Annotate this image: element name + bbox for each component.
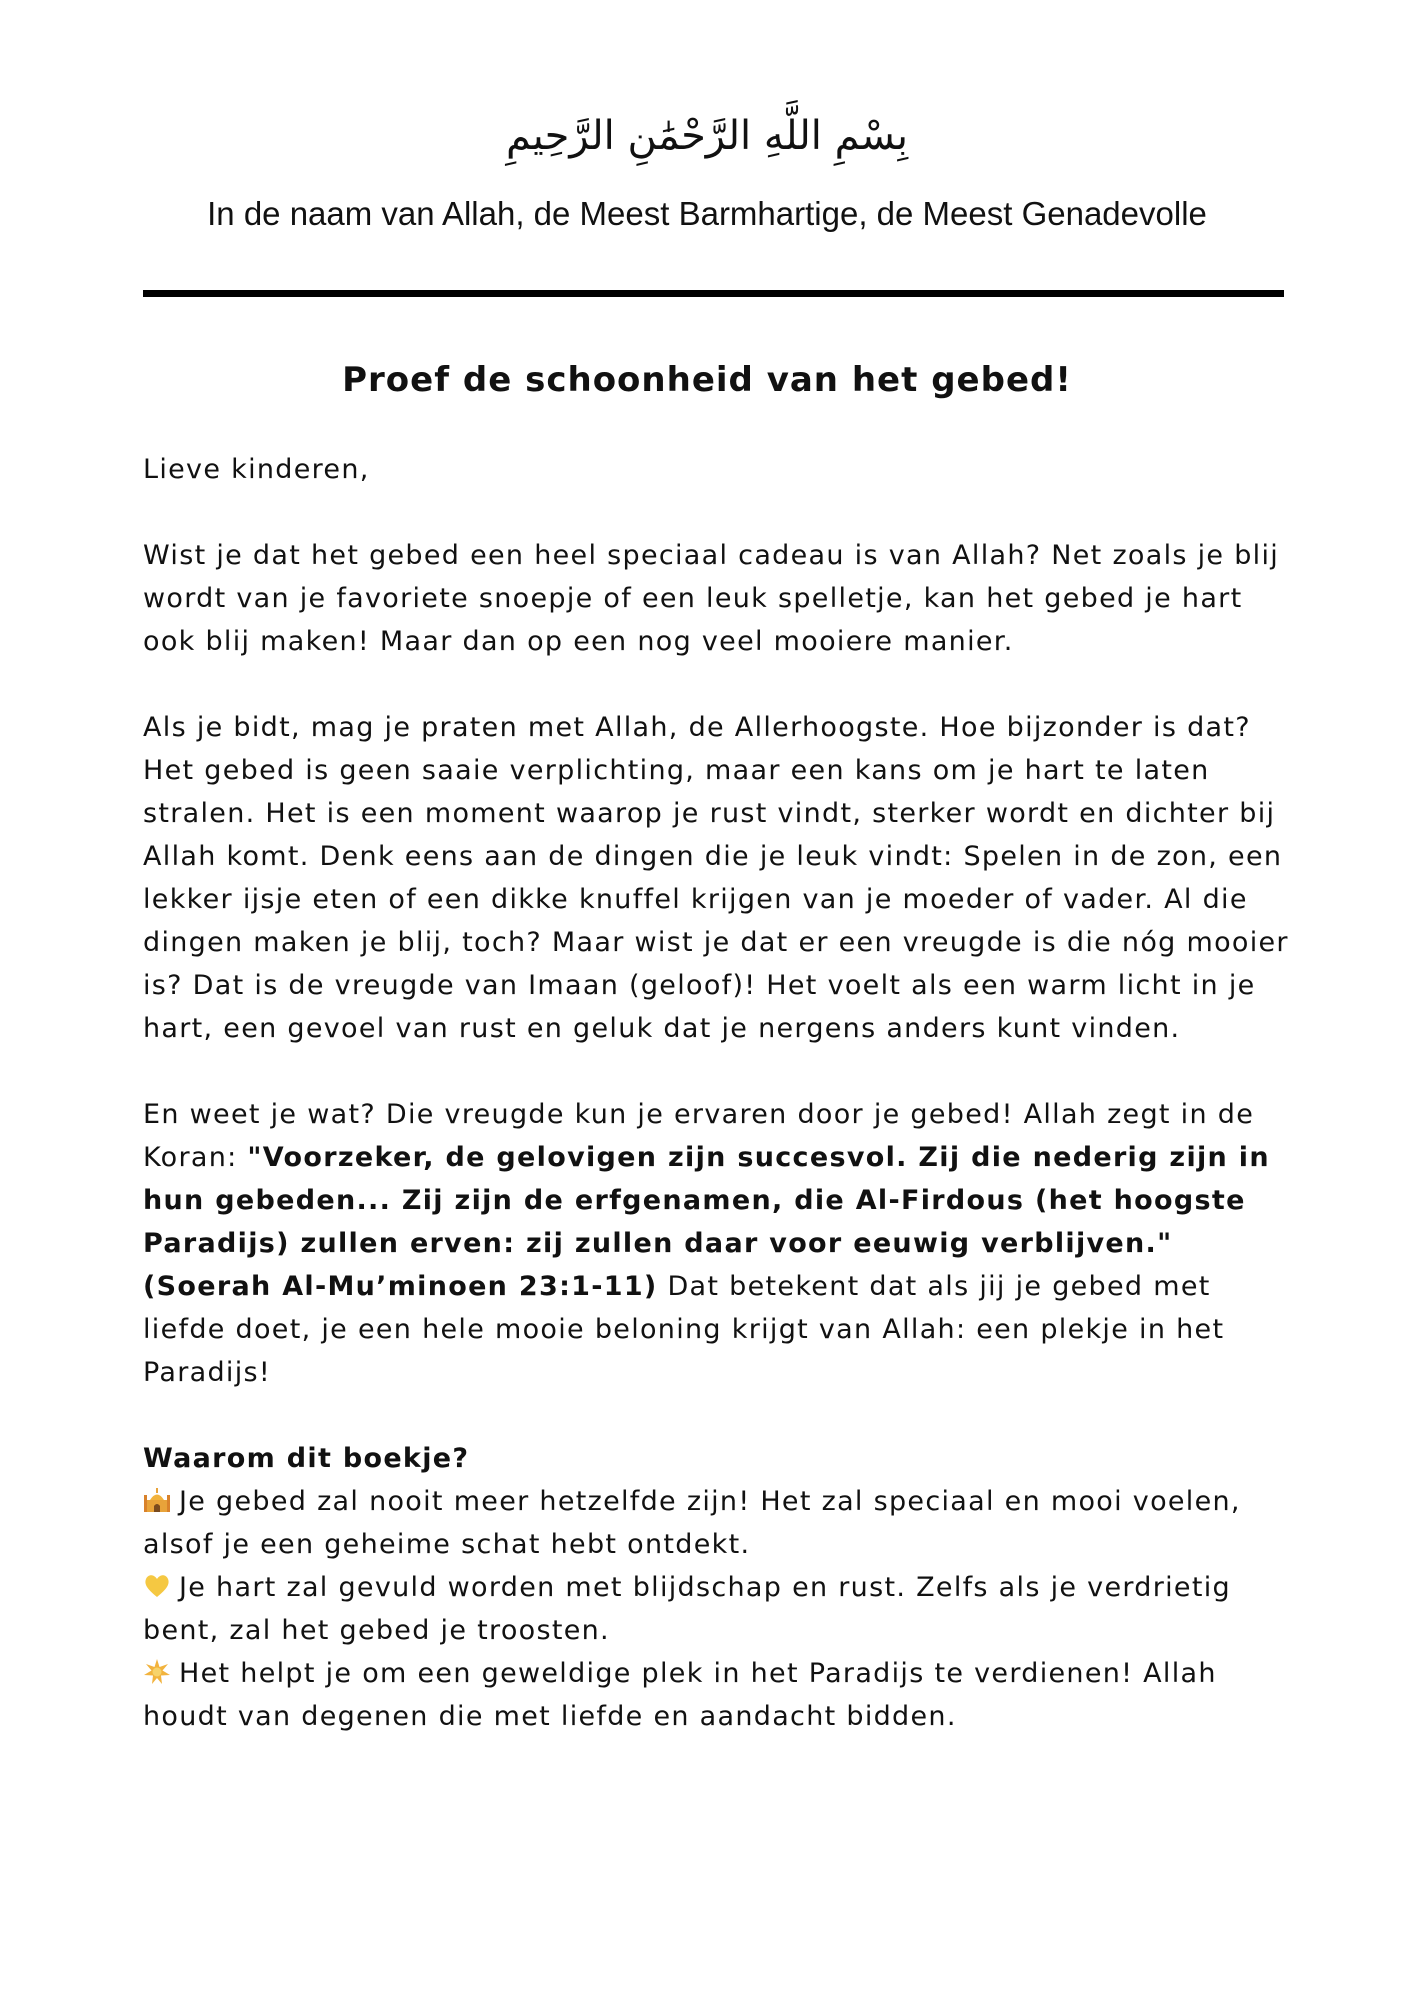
- quran-quote: "Voorzeker, de gelovigen zijn succesvol. Zij die nederig zijn in hun gebeden... Zij zijn de erfgenamen, die Al-Firdous (het hoogste Paradijs) zullen erven: zij zullen daar voor eeuwig verblijven." (Soerah Al-Mu’minoen 23:1-11): [143, 1142, 1270, 1302]
- page-title: Proef de schoonheid van het gebed!: [342, 360, 1072, 400]
- why-heading: [143, 1437, 1293, 1480]
- why-item: [143, 1480, 1293, 1566]
- why-item-text: Je gebed zal nooit meer hetzelfde zijn! Het zal speciaal en mooi voelen, alsof je een geheime schat hebt ontdekt.: [143, 1486, 1241, 1560]
- why-item-text: Je hart zal gevuld worden met blijdschap en rust. Zelfs als je verdrietig bent, zal het gebed je troosten.: [143, 1572, 1231, 1646]
- star-icon: [143, 1658, 171, 1686]
- why-item: [143, 1652, 1293, 1738]
- why-item: [143, 1566, 1293, 1652]
- paragraph-quran-quote: [143, 1093, 1293, 1394]
- bismillah-arabic: بِسْمِ اللَّهِ الرَّحْمَٰنِ الرَّحِيمِ: [505, 113, 909, 159]
- why-heading-text: Waarom dit boekje?: [143, 1443, 470, 1474]
- greeting: Lieve kinderen,: [143, 454, 370, 485]
- yellow-heart-icon: [143, 1572, 171, 1600]
- body-content: [143, 448, 1293, 1738]
- why-item-text: Het helpt je om een geweldige plek in het Paradijs te verdienen! Allah houdt van degenen die met liefde en aandacht bidden.: [143, 1658, 1217, 1732]
- bismillah-translation: In de naam van Allah, de Meest Barmhartige, de Meest Genadevolle: [207, 195, 1207, 232]
- header-divider: [143, 290, 1284, 297]
- paragraph-intro: Wist je dat het gebed een heel speciaal cadeau is van Allah? Net zoals je blij wordt van je favoriete snoepje of een leuk spelletje, kan het gebed je hart ook blij maken! Maar dan op een nog veel mooiere manier.: [143, 540, 1280, 657]
- quote-outro: Dat betekent dat als jij je gebed met liefde doet, je een hele mooie beloning krijgt van Allah: een plekje in het Paradijs!: [143, 1271, 1225, 1388]
- quote-intro: En weet je wat? Die vreugde kun je ervaren door je gebed! Allah zegt in de Koran:: [143, 1099, 1255, 1173]
- mosque-icon: [143, 1486, 171, 1514]
- paragraph-prayer-joy: Als je bidt, mag je praten met Allah, de Allerhoogste. Hoe bijzonder is dat? Het gebed is geen saaie verplichting, maar een kans om je hart te laten stralen. Het is een moment waarop je rust vindt, sterker wordt en dichter bij Allah komt. Denk eens aan de dingen die je leuk vindt: Spelen in de zon, een lekker ijsje eten of een dikke knuffel krijgen van je moeder of vader. Al die dingen maken je blij, toch? Maar wist je dat er een vreugde is die nóg mooier is? Dat is de vreugde van Imaan (geloof)! Het voelt als een warm licht in je hart, een gevoel van rust en geluk dat je nergens anders kunt vinden.: [143, 712, 1289, 1044]
